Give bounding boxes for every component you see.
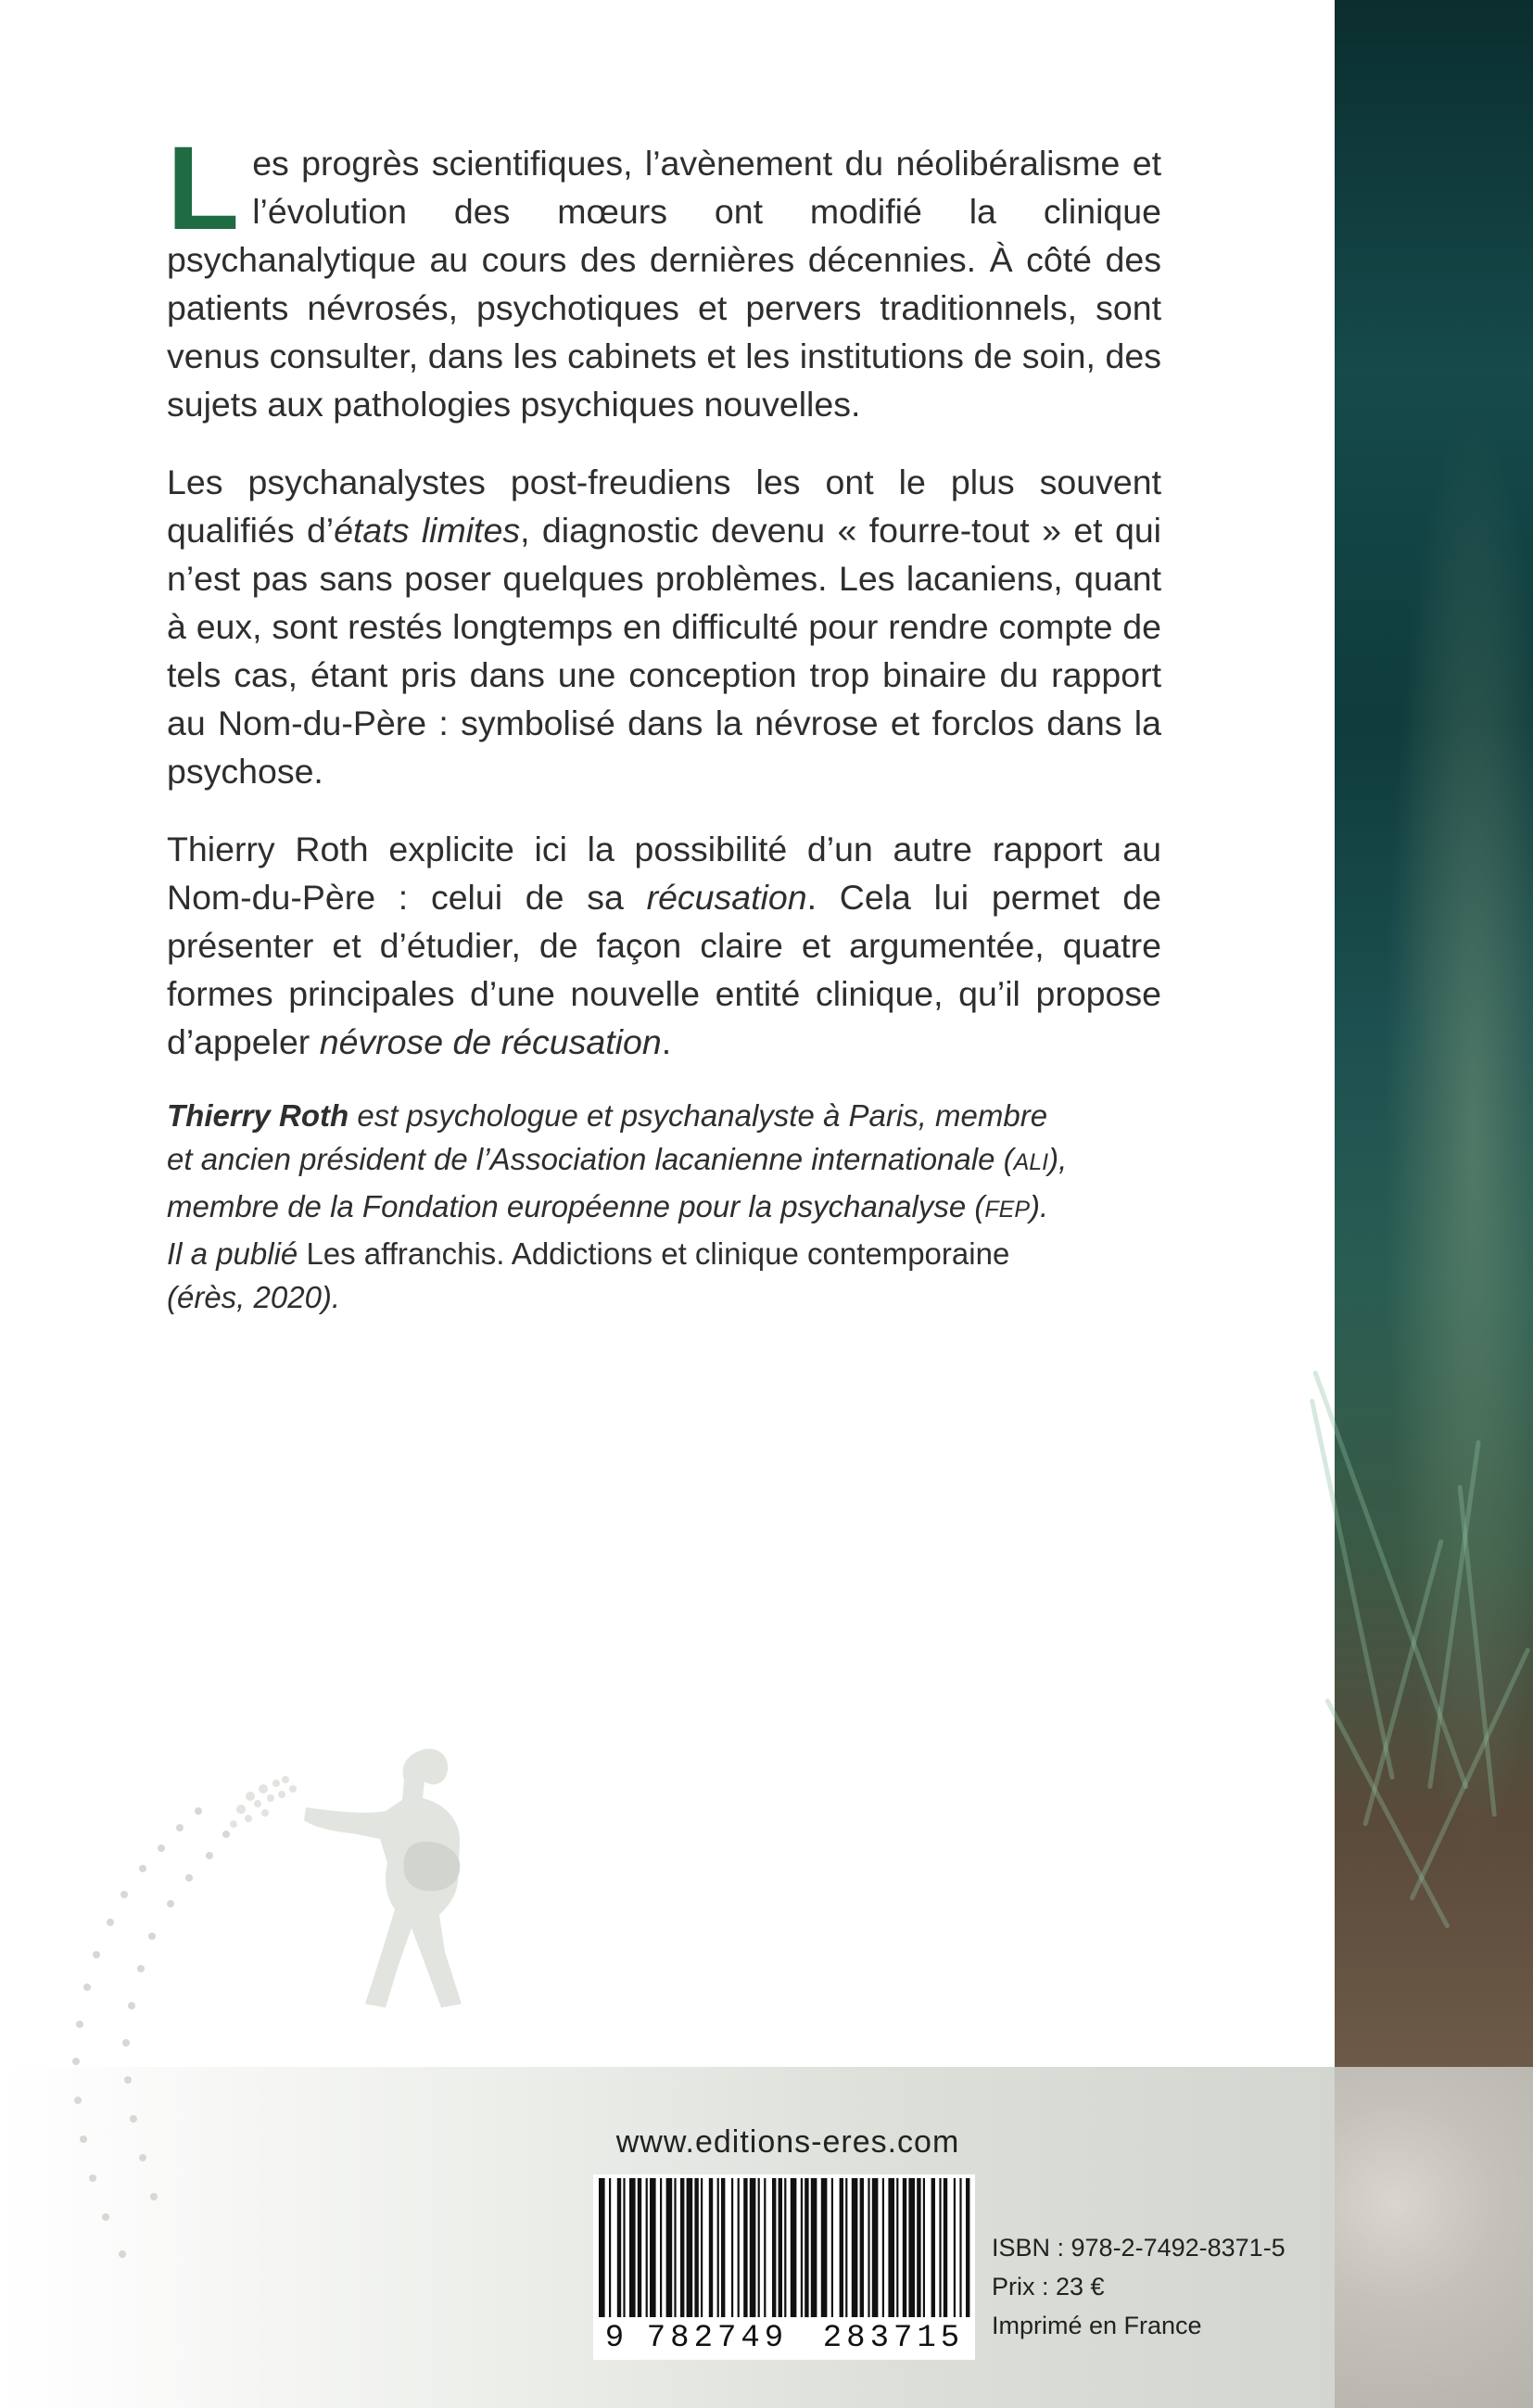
bio-line-2b: ), — [1048, 1142, 1068, 1176]
cover-photo-strip — [1335, 0, 1533, 2067]
bio-line-5: (érès, 2020). — [167, 1280, 341, 1314]
bio-line-5 — [167, 1275, 1149, 1319]
bio-abbrev-fep: FEP — [984, 1197, 1031, 1223]
price: Prix : 23 € — [992, 2273, 1105, 2300]
bio-line-4a: Il a publié — [167, 1236, 307, 1271]
intro-paragraph — [167, 122, 1161, 428]
book-info — [992, 2228, 1286, 2345]
third-paragraph-italic: récusation — [646, 878, 807, 917]
bio-line-3a: membre de la Fondation européenne pour la psychanalyse ( — [167, 1189, 985, 1223]
bio-line-2a: et ancien président de l’Association lacanienne internationale ( — [167, 1142, 1014, 1176]
bio-line-3b: ). — [1030, 1189, 1049, 1223]
barcode-group-2: 283715 — [822, 2321, 965, 2356]
bio-line-3 — [167, 1185, 1149, 1232]
isbn: ISBN : 978-2-7492-8371-5 — [992, 2234, 1286, 2262]
third-paragraph — [167, 825, 1161, 1066]
back-cover-text — [167, 122, 1162, 1096]
publisher-website: www.editions-eres.com — [615, 2124, 960, 2160]
barcode-group-1: 782749 — [646, 2321, 789, 2356]
barcode-first-digit: 9 — [604, 2321, 625, 2356]
second-paragraph-text-2: , diagnostic devenu « fourre-tout » et qui n’est pas sans poser quelques problèmes. Les lacaniens, quant à eux, sont restés longtemps en difficulté pour rendre compte de tels cas, étant pris dans une conception trop binaire du rapport au Nom-du-Père : symbolisé dans la névrose et forclos dans la psychose. — [167, 511, 1162, 791]
barcode-digits — [593, 2317, 975, 2360]
second-paragraph-text: Les psychanalystes post-freudiens les ont le plus souvent qualifiés d’ — [167, 463, 1161, 550]
dropcap: L — [167, 122, 240, 255]
third-paragraph-text: Thierry Roth explicite ici la possibilité d’un autre rapport au Nom-du-Père : celui de sa — [167, 830, 1161, 917]
author-name: Thierry Roth — [167, 1098, 349, 1133]
third-paragraph-italic-2: névrose de récusation — [319, 1022, 662, 1061]
second-paragraph — [167, 458, 1161, 795]
bio-line-2 — [167, 1137, 1149, 1185]
bio-line-1-text: est psychologue et psychanalyste à Paris, membre — [348, 1098, 1048, 1133]
sower-logo — [213, 1743, 565, 2021]
intro-text: es progrès scientifiques, l’avènement du néolibéralisme et l’évolution des mœurs ont modifié la clinique psychanalytique au cours des dernières décennies. À côté des patients névrosés, psychotiques et pervers traditionnels, sont venus consulter, dans les cabinets et les institutions de soin, des sujets aux pathologies psychiques nouvelles. — [167, 144, 1161, 424]
ground-texture — [1335, 2067, 1533, 2408]
third-paragraph-text-2: . Cela lui permet de présenter et d’étudier, de façon claire et argumentée, quatre formes principales d’une nouvelle entité clinique, qu’il propose d’appeler — [167, 878, 1161, 1061]
bio-book-title: Les affranchis. Addictions et clinique contemporaine — [306, 1236, 1010, 1271]
bio-line-4 — [167, 1232, 1149, 1275]
third-paragraph-text-3: . — [661, 1022, 672, 1061]
printed-in: Imprimé en France — [992, 2312, 1202, 2339]
bio-abbrev-ali: ALI — [1013, 1149, 1049, 1175]
second-paragraph-italic: états limites — [334, 511, 521, 550]
author-bio — [167, 1094, 1149, 1319]
bio-line-1 — [167, 1094, 1149, 1137]
